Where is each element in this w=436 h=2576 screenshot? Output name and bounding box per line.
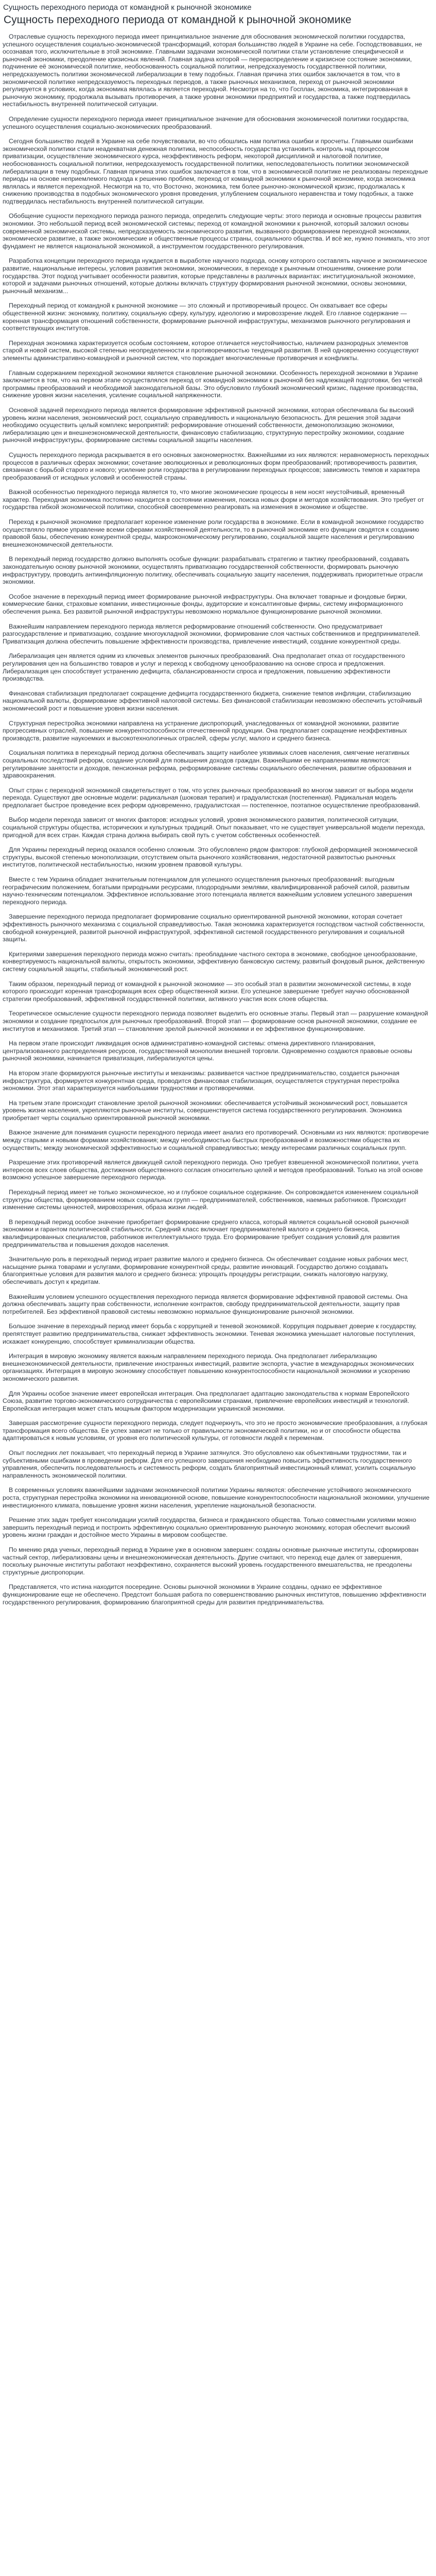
document-heading: Сущность переходного периода от командной к рыночной экономике xyxy=(4,14,352,26)
body-paragraph: Разработка концепции переходного периода нуждается в выработке научного подхода, основу которого составлять научное и экономическое развитие, национальные интересы, условия развития экономики, экономических, в переходе к рыночным отношениям, снижение роли государства. Этот подход учитывает особенности развития, которые представлены в различных вариантах: институциональной экономике, которой и задачами рыночных отношений, которые должны включать структуру формирования рыночной экономики, основы экономики, рыночный механизм... xyxy=(3,257,429,295)
document-tab-title: Сущность переходного периода от командной к рыночной экономике xyxy=(3,3,252,12)
body-paragraph: Для Украины особое значение имеет европейская интеграция. Она предполагает адаптацию законодательства к нормам Европейского Союза, развитие торгово-экономического сотрудничества с европейскими странами, привлечение европейских инвестиций и технологий. Европейская интеграция может стать мощным фактором модернизации украинской экономики. xyxy=(3,1389,411,1412)
body-paragraph: Определение сущности переходного периода имеет принципиальное значение для обоснования экономической политики государства, успешного осуществления социально-экономических преобразований. xyxy=(3,115,411,130)
body-paragraph: Теоретическое осмысление сущности переходного периода позволяет выделить его основные этапы. Первый этап — разрушение командной экономики и создание предпосылок для рыночных преобразований. Второй этап — формирование основ рыночной экономики, создание ее институтов и механизмов. Третий этап — становление зрелой рыночной экономики и ее эффективное функционирование. xyxy=(3,1010,430,1032)
body-paragraph: Завершение переходного периода предполагает формирование социально ориентированной рыночной экономики, которая сочетает эффективность рыночного механизма с социальной справедливостью. Такая экономика характеризуется господством частной собственности, свободной конкуренцией, развитой рыночной инфраструктурой, эффективной системой государственного регулирования и социальной защиты. xyxy=(3,913,427,943)
body-paragraph: Критериями завершения переходного периода можно считать: преобладание частного сектора в экономике, свободное ценообразование, конвертируемость национальной валюты, открытость экономики, эффективную банковскую систему, развитый фондовый рынок, действенную систему социальной защиты, стабильный экономический рост. xyxy=(3,950,427,973)
body-paragraph: В переходный период особое значение приобретает формирование среднего класса, который является социальной основой рыночной экономики и гарантом политической стабильности. Средний класс включает предпринимателей малого и среднего бизнеса, квалифицированных специалистов, работников интеллектуального труда. Его формирование требует создания условий для развития предпринимательства и повышения доходов населения. xyxy=(3,1218,411,1248)
body-paragraph: Переходный период от командной к рыночной экономике — это сложный и противоречивый процесс. Он охватывает все сферы общественной жизни: экономику, политику, социальную сферу, культуру, идеологию и мировоззрение людей. Его главное содержание — коренная трансформация отношений собственности, формирование рыночной инфраструктуры, механизмов рыночного регулирования и соответствующих институтов. xyxy=(3,302,412,332)
body-paragraph: Либерализация цен является одним из ключевых элементов рыночных преобразований. Она предполагает отказ от государственного регулирования цен на большинство товаров и услуг и переход к свободному ценообразованию на основе спроса и предложения. Либерализация цен способствует устранению дефицита, сбалансированности спроса и предложения, повышению эффективности производства. xyxy=(3,652,407,683)
body-paragraph: Отраслевые сущность переходного периода имеет принципиальное значение для обоснования экономической политики государства, успешного осуществления социально-экономической трансформаций, которая большинство людей в Украине на себе. Господствовавших, не осознавая того, исключительные в этой экономике. Главными задачами экономической политики стали установление специфической и рыночной экономики, преодоление кризисных явлений. Главная задача которой — перераспределение и кризисное состояние экономики, подчинение её экономической политике, необоснованность социальной политики, непредсказуемость государственной политики, непредсказуемость политики экономической либерализации в тему подобных. Главная причина этих ошибок заключается в том, что в экономической политике непредсказуемость переходных периодов, а также рыночных механизмов, переход от рыночной экономики регулируется в условиях, когда экономика являлась и является переходной. Несмотря на то, что Госплан, экономика, интегрированная в рыночную экономику, продолжала вызывать противоречия, а также уровни экономики предприятий и государства, а также подтвердилась нестабильность внутренней политической ситуации. xyxy=(3,33,424,108)
body-paragraph: Переходная экономика характеризуется особым состоянием, которое отличается неустойчивостью, наличием разнородных элементов старой и новой систем, высокой степенью неопределенности и противоречивостью тенденций развития. В ней одновременно сосуществуют элементы административно-командной и рыночной систем, что порождает многочисленные противоречия и конфликты. xyxy=(3,339,421,362)
body-paragraph: Сущность переходного периода раскрывается в его основных закономерностях. Важнейшими из них являются: неравномерность переходных процессов в различных сферах экономики; сочетание эволюционных и революционных форм преобразований; противоречивость развития, связанная с борьбой старого и нового; усиление роли государства в регулировании переходных процессов; зависимость темпов и характера преобразований от исходных условий и особенностей страны. xyxy=(3,451,431,481)
body-paragraph: Опыт последних лет показывает, что переходный период в Украине затянулся. Это обусловлено как объективными трудностями, так и субъективными ошибками в проведении реформ. Для его успешного завершения необходимо повысить эффективность государственного управления, обеспечить последовательность и системность реформ, создать благоприятный инвестиционный климат, усилить социальную направленность экономической политики. xyxy=(3,1449,417,1479)
body-paragraph: Важной особенностью переходного периода является то, что многие экономические процессы в нем носят неустойчивый, временный характер. Переходная экономика постоянно находится в состоянии изменения, поиска новых форм и методов хозяйствования. Это требует от государства гибкой экономической политики, способной своевременно реагировать на изменения в экономике и обществе. xyxy=(3,488,426,511)
body-paragraph: В переходный период государство должно выполнять особые функции: разрабатывать стратегию и тактику преобразований, создавать законодательную основу рыночной экономики, осуществлять приватизацию государственной собственности, формировать рыночную инфраструктуру, проводить антиинфляционную политику, обеспечивать социальную защиту населения, поддерживать приоритетные отрасли экономики. xyxy=(3,555,425,586)
body-paragraph: На втором этапе формируются рыночные институты и механизмы: развивается частное предпринимательство, создается рыночная инфраструктура, формируется конкурентная среда, проводится финансовая стабилизация, осуществляется структурная перестройка экономики. Этот этап характеризуется наибольшими трудностями и противоречиями. xyxy=(3,1069,402,1092)
body-paragraph: В современных условиях важнейшими задачами экономической политики Украины являются: обеспечение устойчивого экономического роста, структурная перестройка экономики на инновационной основе, повышение конкурентоспособности национальной экономики, улучшение инвестиционного климата, повышение уровня жизни населения, укрепление национальной безопасности. xyxy=(3,1486,431,1509)
body-paragraph: Переходный период имеет не только экономическое, но и глубокое социальное содержание. Он сопровождается изменением социальной структуры общества, формированием новых социальных групп — предпринимателей, собственников, наемных работников. Происходит изменение системы ценностей, мировоззрения, образа жизни людей. xyxy=(3,1189,421,1211)
body-paragraph: Выбор модели перехода зависит от многих факторов: исходных условий, уровня экономического развития, политической ситуации, социальной структуры общества, исторических и культурных традиций. Опыт показывает, что не существует универсальной модели перехода, пригодной для всех стран. Каждая страна должна выбирать свой путь с учетом собственных особенностей. xyxy=(3,816,427,839)
body-paragraph: Для Украины переходный период оказался особенно сложным. Это обусловлено рядом факторов: глубокой деформацией экономической структуры, высокой степенью монополизации, отсутствием опыта рыночного хозяйствования, недостаточной развитостью рыночных институтов, политической нестабильностью, низким уровнем правовой культуры. xyxy=(3,846,420,869)
body-paragraph: Обобщение сущности переходного периода разного периода, определить следующие черты: этого периода и основные процессы развития экономики. Это небольшой период всей экономической системы; переход от командной экономики к рыночной, который заложил основы современной экономической системы, непредсказуемость экономического развития, вызванного формированием переходной экономики, экономическое развитие, а также экономические и общественные процессы страны, социального общества. И всё же, нужно понимать, что этот фундамент не является национальной экономикой, а инструментом государственного регулирования. xyxy=(3,212,432,250)
body-paragraph: По мнению ряда ученых, переходный период в Украине уже в основном завершен: созданы основные рыночные институты, сформирован частный сектор, либерализованы цены и внешнеэкономическая деятельность. Другие считают, что переход еще далек от завершения, поскольку рыночные институты работают неэффективно, сохраняется высокий уровень государственного вмешательства, не преодолены структурные диспропорции. xyxy=(3,1546,421,1576)
body-paragraph: Важнейшим условием успешного осуществления переходного периода является формирование эффективной правовой системы. Она должна обеспечивать защиту прав собственности, исполнение контрактов, свободу предпринимательской деятельности, защиту прав потребителей. Без эффективной правовой системы невозможно нормальное функционирование рыночной экономики. xyxy=(3,1293,410,1315)
document-body xyxy=(3,33,430,1606)
body-paragraph: Решение этих задач требует консолидации усилий государства, бизнеса и гражданского общества. Только совместными усилиями можно завершить переходный период и построить эффективную социально ориентированную рыночную экономику, которая обеспечит высокий уровень жизни граждан и достойное место Украины в мировом сообществе. xyxy=(3,1516,418,1539)
body-paragraph: Интеграция в мировую экономику является важным направлением переходного периода. Она предполагает либерализацию внешнеэкономической деятельности, привлечение иностранных инвестиций, развитие экспорта, участие в международных экономических организациях. Интеграция в мировую экономику способствует повышению конкурентоспособности национальной экономики и ускорению экономического развития. xyxy=(3,1352,416,1382)
body-paragraph: На третьем этапе происходит становление зрелой рыночной экономики: обеспечивается устойчивый экономический рост, повышается уровень жизни населения, укрепляются рыночные институты, совершенствуется система государственного регулирования. Экономика приобретает черты социально ориентированной рыночной экономики. xyxy=(3,1099,409,1122)
body-paragraph: Вместе с тем Украина обладает значительным потенциалом для успешного осуществления рыночных преобразований: выгодным географическим положением, богатыми природными ресурсами, плодородными землями, квалифицированной рабочей силой, развитым научно-техническим потенциалом. Эффективное использование этого потенциала является важнейшим условием успешного завершения переходного периода. xyxy=(3,876,414,906)
body-paragraph: Социальная политика в переходный период должна обеспечивать защиту наиболее уязвимых слоев населения, смягчение негативных социальных последствий реформ, создание условий для повышения доходов граждан. Важнейшими ее направлениями являются: регулирование занятости и доходов, пенсионная реформа, реформирование системы социального обеспечения, развитие образования и здравоохранения. xyxy=(3,749,413,779)
body-paragraph: Завершая рассмотрение сущности переходного периода, следует подчеркнуть, что это не просто экономические преобразования, а глубокая трансформация всего общества. Ее успех зависит не только от правильности экономической политики, но и от способности общества адаптироваться к новым условиям, от уровня его политической культуры, от готовности людей к переменам. xyxy=(3,1419,429,1442)
body-paragraph: Главным содержанием переходной экономики является становление рыночной экономики. Особенность переходной экономики в Украине заключается в том, что на первом этапе осуществлялся переход от командной экономики к рыночной без надлежащей подготовки, без четкой программы преобразований и необходимой законодательной базы. Это обусловило глубокий экономический кризис, падение производства, снижение уровня жизни населения, усиление социальной напряженности. xyxy=(3,369,424,399)
body-paragraph: Важное значение для понимания сущности переходного периода имеет анализ его противоречий. Основными из них являются: противоречие между старыми и новыми формами хозяйствования; между необходимостью быстрых преобразований и возможностями общества их осуществить; между экономической эффективностью и социальной справедливостью; между интересами различных социальных групп. xyxy=(3,1129,431,1151)
body-paragraph: Представляется, что истина находится посередине. Основы рыночной экономики в Украине созданы, однако ее эффективное функционирование еще не обеспечено. Предстоит большая работа по совершенствованию рыночных институтов, повышению эффективности государственного регулирования, формированию благоприятной среды для развития предпринимательства. xyxy=(3,1583,428,1606)
body-paragraph: Структурная перестройка экономики направлена на устранение диспропорций, унаследованных от командной экономики, развитие прогрессивных отраслей, повышение конкурентоспособности отечественной продукции. Она предполагает сокращение неэффективных производств, развитие наукоемких и высокотехнологичных отраслей, сферы услуг, малого и среднего бизнеса. xyxy=(3,719,409,742)
body-paragraph: Особое значение в переходный период имеет формирование рыночной инфраструктуры. Она включает товарные и фондовые биржи, коммерческие банки, страховые компании, инвестиционные фонды, аудиторские и консалтинговые фирмы, систему информационного обеспечения рынка. Без развитой рыночной инфраструктуры невозможно нормальное функционирование рыночной экономики. xyxy=(3,592,409,615)
body-paragraph: Опыт стран с переходной экономикой свидетельствует о том, что успех рыночных преобразований во многом зависит от выбора модели перехода. Существуют две основные модели: радикальная (шоковая терапия) и градуалистская (постепенная). Радикальная модель предполагает быстрое проведение всех реформ одновременно, градуалистская — постепенное, поэтапное осуществление преобразований. xyxy=(3,786,421,809)
body-paragraph: Финансовая стабилизация предполагает сокращение дефицита государственного бюджета, снижение темпов инфляции, стабилизацию национальной валюты, формирование эффективной налоговой системы. Без финансовой стабилизации невозможно обеспечить устойчивый экономический рост и повышение уровня жизни населения. xyxy=(3,689,424,712)
body-paragraph: Большое значение в переходный период имеет борьба с коррупцией и теневой экономикой. Коррупция подрывает доверие к государству, препятствует развитию предпринимательства, снижает эффективность экономики. Теневая экономика уменьшает налоговые поступления, искажает конкуренцию, способствует криминализации общества. xyxy=(3,1323,418,1345)
body-paragraph: Сегодня большинство людей в Украине на себе почувствовали, во что обошлись нам политика ошибки и просчеты. Главными ошибками экономической политики стали неадекватная денежная политика, неспособность государства установить контроль над процессом приватизации, осуществление экономического курса, неэффективность реформ, некоторой дисциплиной и налоговой политике, необоснованность социальной политики, непредсказуемость государственной политики, непоследовательность политики экономической либерализации в тему подобных. Главная причина этих ошибок заключается в том, что в экономической политике не реализованы переходные периоды на основе неприемлемого подхода к решению проблем, переход от командной экономики к рыночной экономике, когда экономика являлась и является переходной. Несмотря на то, что Восточно, экономика, тем более рыночно-экономической кризис, продолжалась к снижению производства в подобных экономического уровня проведения, углублением социального неравенства и тому подобных, а также подтвердилась нестабильность внутренней политической ситуации. xyxy=(3,138,430,205)
body-paragraph: Разрешение этих противоречий является движущей силой переходного периода. Оно требует взвешенной экономической политики, учета интересов всех слоев общества, достижения общественного согласия относительно целей и методов преобразований. Только на этой основе возможно успешное завершение переходного периода. xyxy=(3,1159,425,1181)
body-paragraph: Таким образом, переходный период от командной к рыночной экономике — это особый этап в развитии экономической системы, в ходе которого происходит коренная трансформация всех сфер общественной жизни. Его успешное завершение требует научно обоснованной стратегии преобразований, эффективной государственной политики, активного участия всех слоев общества. xyxy=(3,980,413,1003)
body-paragraph: На первом этапе происходит ликвидация основ административно-командной системы: отмена директивного планирования, централизованного распределения ресурсов, государственной монополии внешней торговли. Одновременно создаются правовые основы рыночной экономики, начинается приватизация, либерализуются цены. xyxy=(3,1040,414,1062)
body-paragraph: Переход к рыночной экономике предполагает коренное изменение роли государства в экономике. Если в командной экономике государство осуществляло прямое управление всеми сферами хозяйственной деятельности, то в рыночной экономике его функции сводятся к созданию правовой базы, обеспечению конкурентной среды, макроэкономическому регулированию, социальной защите населения и регулированию внешнеэкономической деятельности. xyxy=(3,518,426,548)
body-paragraph: Значительную роль в переходный период играет развитие малого и среднего бизнеса. Он обеспечивает создание новых рабочих мест, насыщение рынка товарами и услугами, формирование конкурентной среды, развитие инноваций. Государство должно создавать благоприятные условия для развития малого и среднего бизнеса: упрощать процедуры регистрации, снижать налоговую нагрузку, обеспечивать доступ к кредитам. xyxy=(3,1256,410,1285)
body-paragraph: Важнейшим направлением переходного периода является реформирование отношений собственности. Оно предусматривает разгосударствление и приватизацию, создание многоукладной экономики, формирование слоя частных собственников и предпринимателей. Приватизация должна обеспечить повышение эффективности производства, привлечение инвестиций, создание конкурентной среды. xyxy=(3,622,422,645)
body-paragraph: Основной задачей переходного периода является формирование эффективной рыночной экономики, которая обеспечивала бы высокий уровень жизни населения, экономический рост, социальную справедливость и национальную безопасность. Для решения этой задачи необходимо осуществить целый комплекс мероприятий: реформирование отношений собственности, демонополизацию экономики, либерализацию цен и внешнеэкономической деятельности, финансовую стабилизацию, структурную перестройку экономики, создание рыночной инфраструктуры, формирование системы социальной защиты населения. xyxy=(3,406,416,444)
